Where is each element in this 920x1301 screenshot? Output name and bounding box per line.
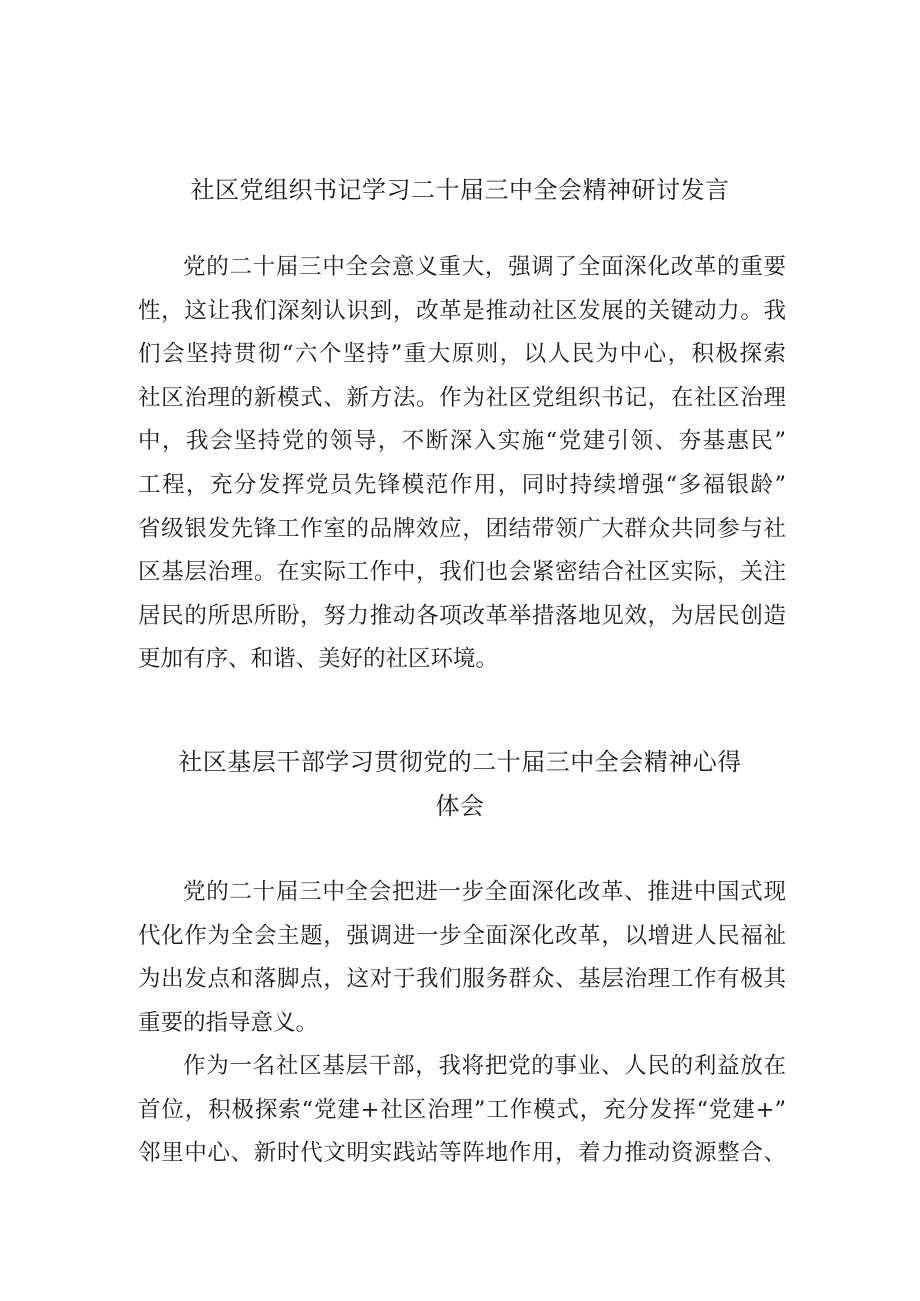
paragraph-line: 党的二十届三中全会意义重大，强调了全面深化改革的重要 — [183, 254, 786, 280]
section2-paragraph-2 — [138, 1045, 786, 1176]
paragraph-line: 更加有序、和谐、美好的社区环境。 — [138, 646, 499, 673]
section2-title: 社区基层干部学习贯彻党的二十届三中全会精神心得 — [178, 748, 742, 776]
paragraph-line: 居民的所思所盼，努力推动各项改革举措落地见效，为居民创造 — [138, 602, 786, 629]
section2-title-continued: 体会 — [435, 792, 485, 820]
section2-paragraph-1 — [138, 871, 786, 1045]
paragraph-line: 代化作为全会主题，强调进一步全面深化改革，以增进人民福祉 — [138, 922, 786, 949]
paragraph-line: 党的二十届三中全会把进一步全面深化改革、推进中国式现 — [183, 879, 786, 905]
paragraph-line: 工程，充分发挥党员先锋模范作用，同时持续增强“多福银龄” — [138, 471, 786, 498]
section1-paragraph — [138, 246, 786, 682]
paragraph-line: 性，这让我们深刻认识到，改革是推动社区发展的关键动力。我 — [138, 297, 786, 324]
paragraph-line: 社区治理的新模式、新方法。作为社区党组织书记，在社区治理 — [138, 384, 786, 411]
paragraph-line: 首位，积极探索“党建+社区治理”工作模式，充分发挥“党建+” — [138, 1096, 786, 1123]
paragraph-line: 为出发点和落脚点，这对于我们服务群众、基层治理工作有极其 — [138, 966, 786, 993]
paragraph-line: 们会坚持贯彻“六个坚持”重大原则，以人民为中心，积极探索 — [138, 341, 786, 368]
paragraph-line: 邻里中心、新时代文明实践站等阵地作用，着力推动资源整合、 — [138, 1140, 786, 1167]
paragraph-line: 区基层治理。在实际工作中，我们也会紧密结合社区实际，关注 — [138, 559, 786, 586]
section1-title: 社区党组织书记学习二十届三中全会精神研讨发言 — [190, 176, 730, 204]
paragraph-line: 重要的指导意义。 — [138, 1009, 319, 1036]
paragraph-line: 作为一名社区基层干部，我将把党的事业、人民的利益放在 — [183, 1053, 786, 1079]
paragraph-line: 中，我会坚持党的领导，不断深入实施“党建引领、夯基惠民” — [138, 428, 786, 455]
paragraph-line: 省级银发先锋工作室的品牌效应，团结带领广大群众共同参与社 — [138, 515, 786, 542]
